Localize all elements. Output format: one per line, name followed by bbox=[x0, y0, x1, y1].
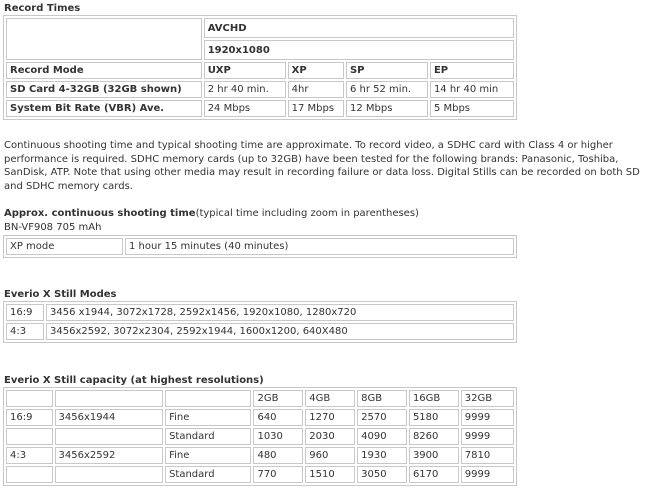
table-cell: 3050 bbox=[357, 466, 407, 483]
record-times-table bbox=[3, 15, 517, 120]
table-cell: 1930 bbox=[357, 447, 407, 464]
table-row bbox=[6, 238, 514, 255]
table-cell: 1510 bbox=[305, 466, 355, 483]
blank-cell bbox=[55, 390, 164, 407]
table-cell: 4:3 bbox=[6, 447, 53, 464]
still-modes-table bbox=[3, 301, 517, 343]
table-row bbox=[6, 304, 514, 321]
table-cell: XP mode bbox=[6, 238, 123, 255]
table-row bbox=[6, 466, 514, 483]
table-cell: 3456x2592, 3072x2304, 2592x1944, 1600x1200, 640X480 bbox=[46, 323, 514, 340]
table-cell: 12 Mbps bbox=[346, 100, 428, 117]
table-cell: 6 hr 52 min. bbox=[346, 81, 428, 98]
capacity-header: 32GB bbox=[461, 390, 514, 407]
blank-cell bbox=[6, 18, 202, 60]
capacity-header: 16GB bbox=[409, 390, 459, 407]
capacity-header: 8GB bbox=[357, 390, 407, 407]
continuous-table bbox=[3, 235, 517, 258]
table-cell: 14 hr 40 min bbox=[430, 81, 514, 98]
table-cell: 16:9 bbox=[6, 304, 44, 321]
still-modes-title: Everio X Still Modes bbox=[4, 289, 117, 300]
table-row bbox=[6, 100, 514, 117]
table-cell: 7810 bbox=[461, 447, 514, 464]
table-cell bbox=[6, 428, 53, 445]
mode-header: XP bbox=[288, 62, 344, 79]
table-cell: 3456 x1944, 3072x1728, 2592x1456, 1920x1080, 1280x720 bbox=[46, 304, 514, 321]
capacity-header-row bbox=[6, 390, 514, 407]
blank-cell bbox=[165, 390, 251, 407]
mode-header: EP bbox=[430, 62, 514, 79]
table-row bbox=[6, 428, 514, 445]
table-cell: 9999 bbox=[461, 428, 514, 445]
mode-header: UXP bbox=[204, 62, 286, 79]
battery-label: BN-VF908 705 mAh bbox=[4, 222, 102, 233]
table-cell: Standard bbox=[165, 428, 251, 445]
table-cell: 4hr bbox=[288, 81, 344, 98]
table-cell: 2570 bbox=[357, 409, 407, 426]
table-cell: Fine bbox=[165, 409, 251, 426]
table-cell: 6170 bbox=[409, 466, 459, 483]
table-row bbox=[6, 409, 514, 426]
format-header: AVCHD bbox=[204, 18, 514, 38]
table-cell: 9999 bbox=[461, 409, 514, 426]
capacity-header: 2GB bbox=[253, 390, 303, 407]
table-cell: 24 Mbps bbox=[204, 100, 286, 117]
table-cell: 17 Mbps bbox=[288, 100, 344, 117]
still-capacity-table bbox=[3, 387, 517, 486]
note-paragraph: Continuous shooting time and typical shooting time are approximate. To record video, a SDHC card with Class 4 or higher performance is required. SDHC memory cards (up to 32GB) have been tested for the following brands: Panasonic, Toshiba, SanDisk, ATP. Note that using other media may result in recording failure or data loss. Digital Stills can be recorded on both SD and SDHC memory cards. bbox=[4, 140, 640, 192]
continuous-title-note: (typical time including zoom in parentheses) bbox=[195, 208, 419, 219]
table-cell: 3900 bbox=[409, 447, 459, 464]
table-cell: 770 bbox=[253, 466, 303, 483]
table-row bbox=[6, 323, 514, 340]
table-cell: Standard bbox=[165, 466, 251, 483]
table-cell: 1270 bbox=[305, 409, 355, 426]
still-capacity-title: Everio X Still capacity (at highest resolutions) bbox=[4, 375, 264, 386]
table-cell: 3456x1944 bbox=[55, 409, 164, 426]
capacity-header: 4GB bbox=[305, 390, 355, 407]
table-cell: 16:9 bbox=[6, 409, 53, 426]
table-cell: 2030 bbox=[305, 428, 355, 445]
table-cell: 8260 bbox=[409, 428, 459, 445]
table-cell: 1030 bbox=[253, 428, 303, 445]
table-cell: 4090 bbox=[357, 428, 407, 445]
table-row bbox=[6, 447, 514, 464]
table-cell: 3456x2592 bbox=[55, 447, 164, 464]
table-cell bbox=[55, 466, 164, 483]
table-cell bbox=[55, 428, 164, 445]
table-cell: Fine bbox=[165, 447, 251, 464]
continuous-title-bold: Approx. continuous shooting time bbox=[4, 208, 196, 219]
resolution-header: 1920x1080 bbox=[204, 40, 514, 60]
table-cell: 5180 bbox=[409, 409, 459, 426]
record-times-title: Record Times bbox=[4, 3, 81, 14]
table-cell: 480 bbox=[253, 447, 303, 464]
record-mode-label: Record Mode bbox=[6, 62, 202, 79]
table-cell: 4:3 bbox=[6, 323, 44, 340]
row-label: SD Card 4-32GB (32GB shown) bbox=[6, 81, 202, 98]
continuous-title bbox=[4, 208, 419, 219]
table-cell: 9999 bbox=[461, 466, 514, 483]
mode-header: SP bbox=[346, 62, 428, 79]
table-row bbox=[6, 81, 514, 98]
table-cell: 2 hr 40 min. bbox=[204, 81, 286, 98]
table-cell: 640 bbox=[253, 409, 303, 426]
table-cell bbox=[6, 466, 53, 483]
mode-header-row bbox=[6, 62, 514, 79]
table-cell: 960 bbox=[305, 447, 355, 464]
blank-cell bbox=[6, 390, 53, 407]
row-label: System Bit Rate (VBR) Ave. bbox=[6, 100, 202, 117]
table-cell: 1 hour 15 minutes (40 minutes) bbox=[125, 238, 514, 255]
table-cell: 5 Mbps bbox=[430, 100, 514, 117]
